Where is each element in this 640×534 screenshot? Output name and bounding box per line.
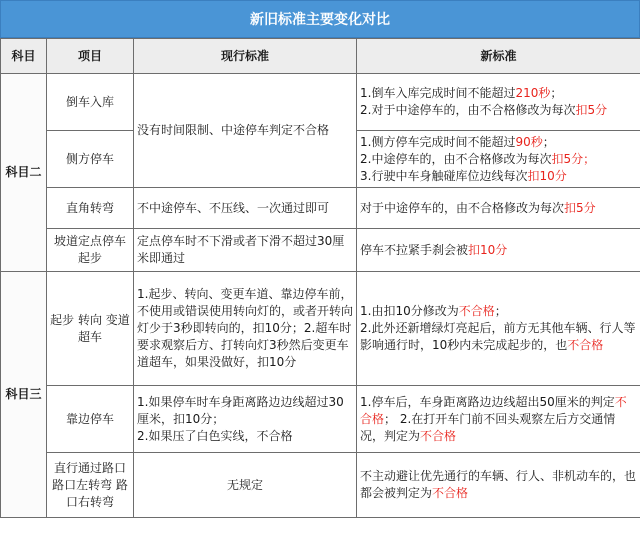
new-text: ； 2.在打开车门前不回头观察左后方交通情况，判定为: [360, 411, 616, 443]
penalty-highlight: 扣5分: [575, 103, 608, 117]
penalty-highlight: 扣10分: [527, 168, 567, 183]
penalty-highlight: 不合格: [458, 304, 495, 318]
new-text: 1.侧方停车完成时间不能超过: [360, 134, 516, 149]
new-standard-cell: [357, 229, 640, 272]
comparison-table: [0, 38, 640, 518]
item-cell: 直角转弯: [47, 188, 134, 229]
item-cell: 起步 转向 变道 超车: [47, 272, 134, 386]
item-cell: 坡道定点停车 起步: [47, 229, 134, 272]
subject-three: 科目三: [1, 272, 47, 518]
table-title: 新旧标准主要变化对比: [0, 0, 640, 38]
new-standard-cell: [357, 386, 640, 453]
penalty-highlight: 不合格: [567, 338, 604, 352]
new-text: 2.此外还新增绿灯亮起后，前方无其他车辆、行人等影响通行时，10秒内未完成起步的，也: [360, 321, 636, 352]
new-text: 对于中途停车的，由不合格修改为每次: [360, 200, 565, 215]
new-text: 不主动避让优先通行的车辆、行人、非机动车的，也都会被判定为: [360, 469, 637, 500]
current-standard-cell: 1.起步、转向、变更车道、靠边停车前，不使用或错误使用转向灯的，或者开转向灯少于3秒即转向的，扣10分；2.超车时要求观察后方、打转向灯3秒然后变更车道超车，如果没做好，扣10分: [134, 272, 357, 386]
new-standard-cell: [357, 188, 640, 229]
new-standard-cell: [357, 74, 640, 131]
penalty-highlight: 不合格: [420, 428, 457, 443]
new-text: 1.倒车入库完成时间不能超过: [360, 86, 516, 100]
new-text: 停车不拉紧手刹会被: [360, 242, 469, 257]
current-standard-cell: 没有时间限制、中途停车判定不合格: [134, 74, 357, 188]
penalty-highlight: 不合格: [360, 394, 627, 426]
new-text: 3.行驶中车身触碰库位边线每次: [360, 168, 528, 183]
new-standard-cell: [357, 272, 640, 386]
table-row: [1, 74, 640, 131]
new-text: ；: [550, 86, 563, 100]
penalty-highlight: 扣5分；: [551, 151, 596, 166]
current-standard-cell: 无规定: [134, 453, 357, 518]
new-text: 1.由扣10分修改为: [360, 304, 459, 318]
current-standard-cell: 不中途停车、不压线、一次通过即可: [134, 188, 357, 229]
current-standard-cell: 定点停车时不下滑或者下滑不超过30厘米即通过: [134, 229, 357, 272]
penalty-highlight: 210秒: [515, 86, 551, 100]
header-subject: 科目: [1, 39, 47, 74]
penalty-highlight: 不合格: [432, 486, 469, 500]
table-row: [1, 229, 640, 272]
header-current-standard: 现行标准: [134, 39, 357, 74]
table-row: [1, 386, 640, 453]
new-standard-cell: [357, 453, 640, 518]
new-text: ；: [542, 134, 555, 149]
table-row: [1, 453, 640, 518]
table-row: [1, 272, 640, 386]
new-text: 1.停车后，车身距离路边边线超出50厘米的判定: [360, 394, 615, 409]
header-row: [1, 39, 640, 74]
new-standard-cell: [357, 131, 640, 188]
subject-two: 科目二: [1, 74, 47, 272]
new-text: 2.中途停车的，由不合格修改为每次: [360, 151, 552, 166]
new-text: ；: [494, 304, 507, 318]
header-new-standard: 新标准: [357, 39, 640, 74]
item-cell: 直行通过路口 路口左转弯 路口右转弯: [47, 453, 134, 518]
header-item: 项目: [47, 39, 134, 74]
penalty-highlight: 90秒: [515, 134, 543, 149]
penalty-highlight: 扣10分: [468, 242, 508, 257]
current-standard-cell: 1.如果停车时车身距离路边边线超过30厘米，扣10分； 2.如果压了白色实线，不合格: [134, 386, 357, 453]
item-cell: 靠边停车: [47, 386, 134, 453]
new-text: 2.对于中途停车的，由不合格修改为每次: [360, 103, 576, 117]
table-row: [1, 188, 640, 229]
penalty-highlight: 扣5分: [564, 200, 596, 215]
item-cell: 倒车入库: [47, 74, 134, 131]
item-cell: 侧方停车: [47, 131, 134, 188]
